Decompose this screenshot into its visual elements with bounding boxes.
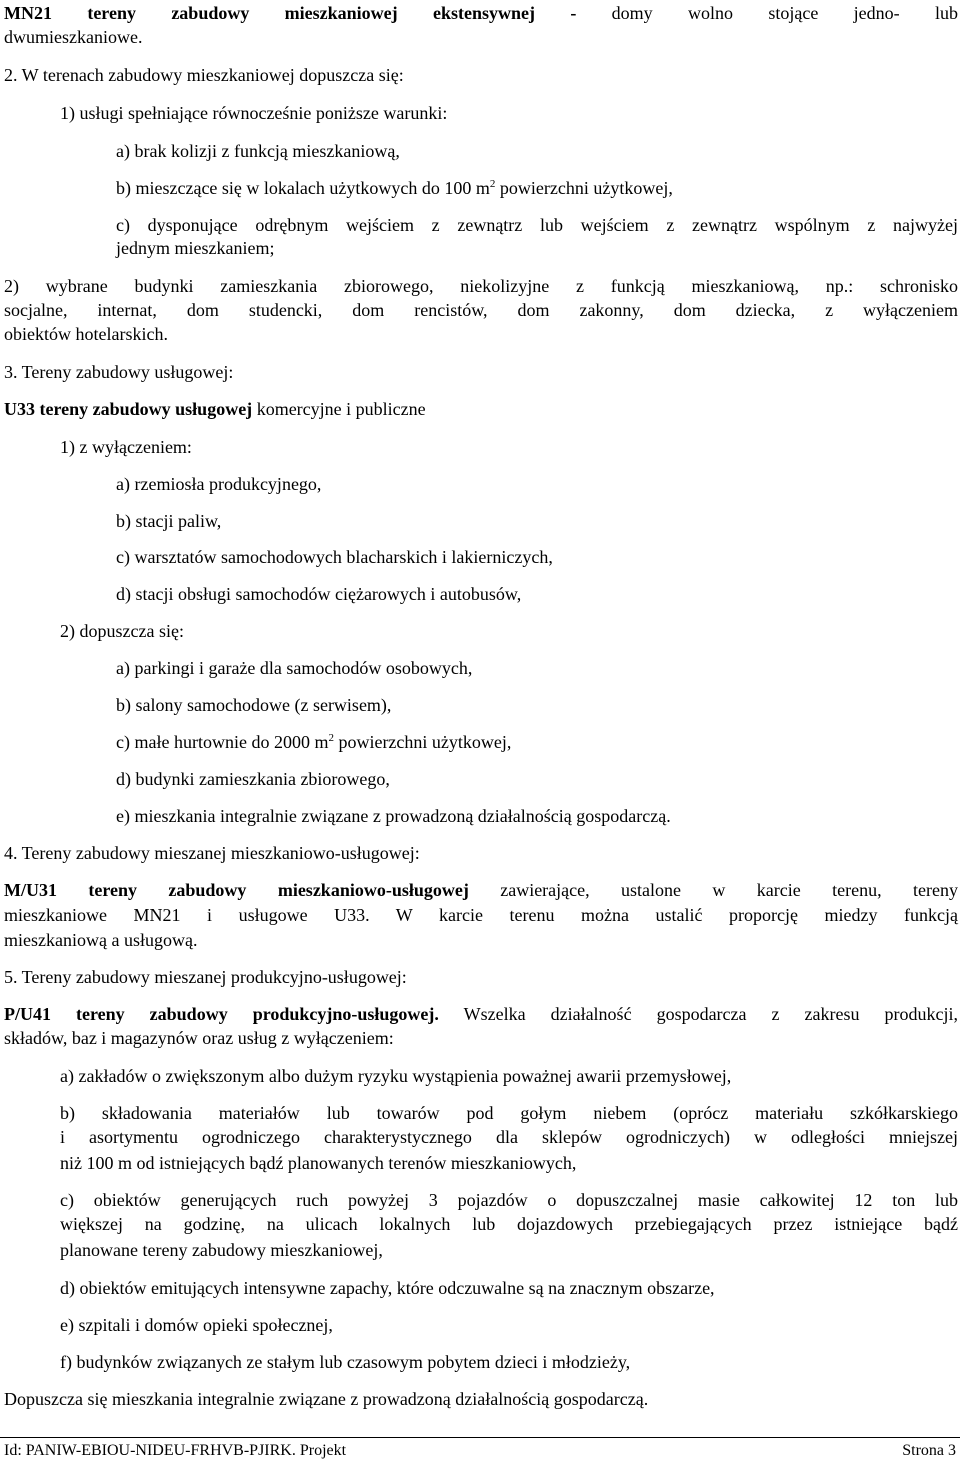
u33-point-2c-pre: c) małe hurtownie do 2000 m (116, 732, 329, 752)
u33-point-2c-sup: 2 (328, 732, 334, 744)
u33-point-2c (116, 731, 511, 753)
pu41-item-d: d) obiektów emitujących intensywne zapachy, które odczuwalne są na znacznym obszarze, (60, 1278, 715, 1298)
u33-point-2e: e) mieszkania integralnie związane z prowadzoną działalnością gospodarczą. (116, 806, 671, 826)
u33-point-1d: d) stacji obsługi samochodów ciężarowych i autobusów, (116, 584, 522, 604)
mn21-heading (4, 2, 958, 24)
u33-point-2d: d) budynki zamieszkania zbiorowego, (116, 769, 390, 789)
section-3-heading: 3. Tereny zabudowy usługowej: (4, 362, 234, 382)
u33-point-2a: a) parkingi i garaże dla samochodów osobowych, (116, 658, 473, 678)
pu41-item-b-line3: niż 100 m od istniejących bądź planowanych terenów mieszkaniowych, (60, 1153, 577, 1173)
pu41-bold: P/U41 tereny zabudowy produkcyjno-usługowej. (4, 1004, 439, 1024)
pu41-closing: Dopuszcza się mieszkania integralnie związane z prowadzoną działalnością gospodarczą. (4, 1389, 649, 1409)
footer-divider (0, 1437, 960, 1438)
pu41-item-f: f) budynków związanych ze stałym lub czasowym pobytem dzieci i młodzieży, (60, 1352, 631, 1372)
mn21-heading-rest: domy wolno stojące jedno- lub (611, 3, 958, 23)
pu41-item-c (60, 1189, 958, 1235)
u33-line (4, 398, 426, 420)
mn21-point-2-2-line3: obiektów hotelarskich. (4, 324, 168, 344)
u33-point-1: 1) z wyłączeniem: (60, 437, 192, 457)
pu41-item-e: e) szpitali i domów opieki społecznej, (60, 1315, 333, 1335)
mn21-point-2-1b-pre: b) mieszczące się w lokalach użytkowych do 100 m (116, 178, 490, 198)
mn21-point-2-1b (116, 177, 673, 199)
mn21-point-2-1c-line2: jednym mieszkaniem; (116, 238, 275, 258)
mn21-point-2-1a: a) brak kolizji z funkcją mieszkaniową, (116, 141, 400, 161)
pu41-item-c-line2: większej na godzinę, na ulicach lokalnych lub dojazdowych przebiegających przez istniejące bądź (60, 1214, 958, 1234)
pu41-item-a: a) zakładów o zwiększonym albo dużym ryzyku wystąpienia poważnej awarii przemysłowej, (60, 1066, 732, 1086)
u33-point-2b: b) salony samochodowe (z serwisem), (116, 695, 392, 715)
pu41-item-b (60, 1102, 958, 1148)
mu31-paragraph (4, 879, 958, 926)
mn21-point-2-1c-line1: c) dysponujące odrębnym wejściem z zewnątrz lub wejściem z zewnątrz wspólnym z najwyżej (116, 215, 958, 235)
u33-point-1a: a) rzemiosła produkcyjnego, (116, 474, 322, 494)
pu41-line2: składów, baz i magazynów oraz usług z wyłączeniem: (4, 1028, 394, 1048)
pu41-line1-rest: Wszelka działalność gospodarcza z zakresu produkcji, (438, 1004, 959, 1024)
mu31-line2: mieszkaniowe MN21 i usługowe U33. W karcie terenu można ustalić proporcję miedzy funkcją (4, 905, 958, 925)
pu41-item-b-line1: b) składowania materiałów lub towarów pod gołym niebem (oprócz materiału szkółkarskiego (60, 1103, 958, 1123)
mu31-bold: M/U31 tereny zabudowy mieszkaniowo-usługowej (4, 880, 469, 900)
footer-page-number: Strona 3 (902, 1442, 956, 1459)
mn21-point-2-2-line2: socjalne, internat, dom studencki, dom rencistów, dom zakonny, dom dziecka, z wyłączeniem (4, 300, 958, 320)
pu41-item-c-line3: planowane tereny zabudowy mieszkaniowej, (60, 1240, 383, 1260)
mn21-point-2-2-line1: 2) wybrane budynki zamieszkania zbiorowego, niekolizyjne z funkcją mieszkaniową, np.: schronisko (4, 276, 958, 296)
mn21-point-2-1c (116, 214, 958, 236)
mu31-line3: mieszkaniową a usługową. (4, 930, 198, 950)
mn21-point-2: 2. W terenach zabudowy mieszkaniowej dopuszcza się: (4, 65, 404, 85)
section-5-heading: 5. Tereny zabudowy mieszanej produkcyjno-usługowej: (4, 967, 407, 987)
u33-point-2c-post: powierzchni użytkowej, (333, 732, 512, 752)
pu41-paragraph (4, 1003, 958, 1025)
mu31-line1 (4, 879, 958, 901)
u33-point-1c: c) warsztatów samochodowych blacharskich i lakierniczych, (116, 547, 553, 567)
mn21-point-2-1b-sup: 2 (489, 178, 496, 190)
pu41-item-b-line2: i asortymentu ogrodniczego charakterystycznego dla sklepów ogrodniczych) w odległości mniejszej (60, 1127, 958, 1147)
section-4-heading: 4. Tereny zabudowy mieszanej mieszkaniowo-usługowej: (4, 843, 420, 863)
pu41-item-c-line1: c) obiektów generujących ruch powyżej 3 pojazdów o dopuszczalnej masie całkowitej 12 ton lub (60, 1190, 958, 1210)
u33-bold: U33 tereny zabudowy usługowej (4, 399, 253, 419)
u33-point-2: 2) dopuszcza się: (60, 621, 184, 641)
footer-document-id: Id: PANIW-EBIOU-NIDEU-FRHVB-PJIRK. Projekt (4, 1442, 347, 1459)
pu41-line1 (4, 1003, 958, 1025)
mu31-line1-rest: zawierające, ustalone w karcie terenu, tereny (468, 880, 958, 900)
mn21-point-2-1b-post: powierzchni użytkowej, (495, 178, 673, 198)
u33-point-1b: b) stacji paliw, (116, 511, 222, 531)
mn21-heading-line2: dwumieszkaniowe. (4, 27, 143, 47)
u33-rest: komercyjne i publiczne (252, 399, 426, 419)
mn21-point-2-2 (4, 275, 958, 321)
mn21-point-2-1: 1) usługi spełniające równocześnie poniższe warunki: (60, 103, 448, 123)
mn21-heading-bold: MN21 tereny zabudowy mieszkaniowej ekstensywnej - (4, 3, 577, 23)
